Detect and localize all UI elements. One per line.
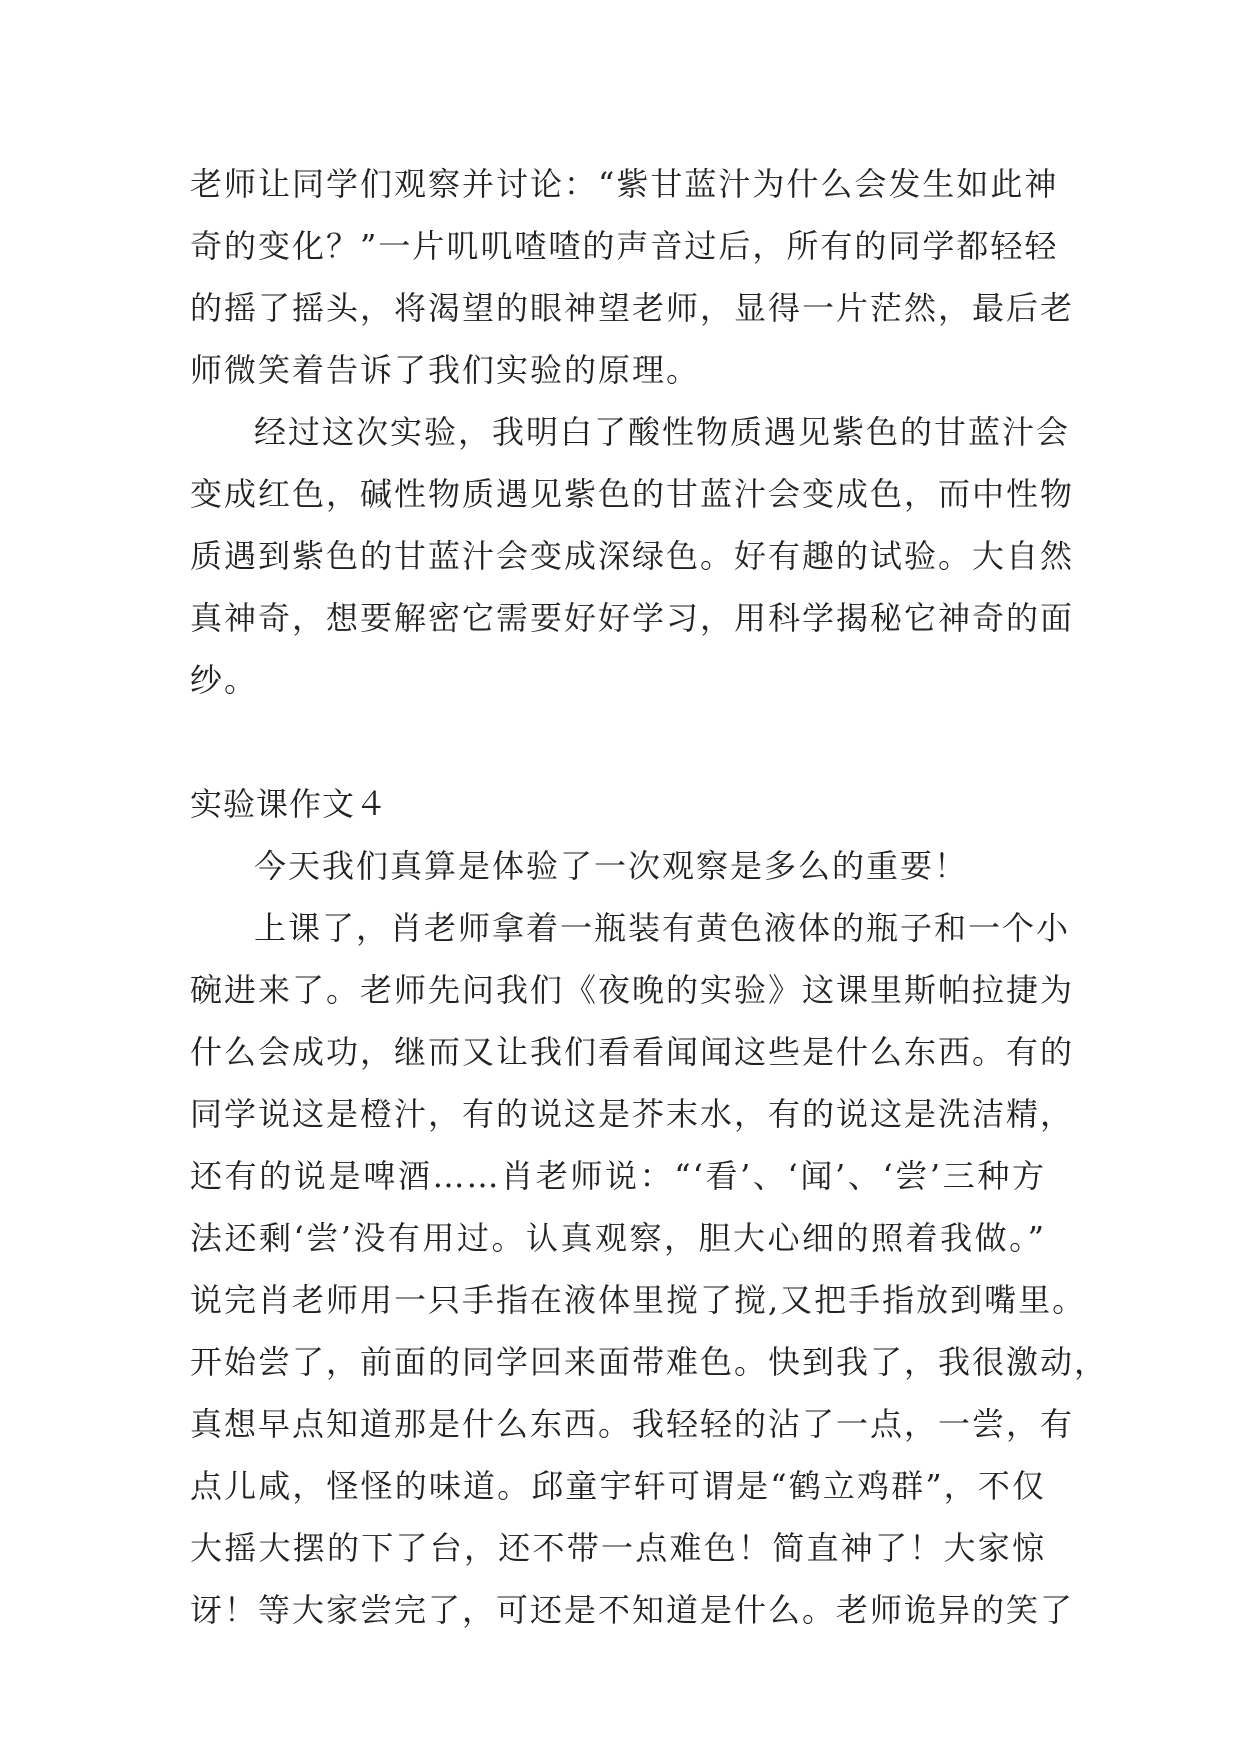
- text-line: 碗进来了。老师先问我们《夜晚的实验》这课里斯帕拉捷为: [190, 971, 1075, 1009]
- text-line: 大摇大摆的下了台，还不带一点难色！简直神了！大家惊: [190, 1529, 1046, 1567]
- text-line: 点儿咸，怪怪的味道。邱童宇轩可谓是“鹤立鸡群”，不仅: [190, 1467, 1046, 1505]
- text-line: 老师让同学们观察并讨论：“紫甘蓝汁为什么会发生如此神: [190, 165, 1059, 203]
- text-line: 今天我们真算是体验了一次观察是多么的重要！: [254, 847, 969, 885]
- text-line: 还有的说是啤酒……肖老师说：“‘看’、‘闻’、‘尝’三种方: [190, 1157, 1046, 1195]
- paragraph-2: [190, 401, 1075, 711]
- paragraph-gap: [190, 711, 1046, 773]
- paragraph-1: [190, 153, 1075, 401]
- text-line: 奇的变化？”一片叽叽喳喳的声音过后，所有的同学都轻轻: [190, 227, 1059, 265]
- text-line: 质遇到紫色的甘蓝汁会变成深绿色。好有趣的试验。大自然: [190, 537, 1075, 575]
- text-line: 变成红色，碱性物质遇见紫色的甘蓝汁会变成色，而中性物: [190, 475, 1075, 513]
- text-line: 同学说这是橙汁，有的说这是芥末水，有的说这是洗洁精，: [190, 1095, 1075, 1133]
- document-body: [190, 153, 1109, 1641]
- text-line: 说完肖老师用一只手指在液体里搅了搅,又把手指放到嘴里。: [190, 1281, 1087, 1319]
- text-line: 上课了，肖老师拿着一瓶装有黄色液体的瓶子和一个小: [254, 909, 1071, 947]
- text-line: 真神奇，想要解密它需要好好学习，用科学揭秘它神奇的面: [190, 599, 1075, 637]
- text-line: 开始尝了，前面的同学回来面带难色。快到我了，我很激动，: [190, 1343, 1109, 1381]
- text-line: 师微笑着告诉了我们实验的原理。: [190, 351, 701, 389]
- text-line: 什么会成功，继而又让我们看看闻闻这些是什么东西。有的: [190, 1033, 1075, 1071]
- paragraph-3: [190, 835, 1046, 897]
- text-line: 纱。: [190, 661, 259, 699]
- text-line: 讶！等大家尝完了，可还是不知道是什么。老师诡异的笑了: [190, 1591, 1075, 1629]
- text-line: 的摇了摇头，将渴望的眼神望老师，显得一片茫然，最后老: [190, 289, 1075, 327]
- paragraph-4: [190, 897, 1109, 1641]
- section-title: 实验课作文４: [190, 785, 389, 823]
- text-line: 经过这次实验，我明白了酸性物质遇见紫色的甘蓝汁会: [254, 413, 1071, 451]
- text-line: 法还剩‘尝’没有用过。认真观察，胆大心细的照着我做。”: [190, 1219, 1046, 1257]
- text-line: 真想早点知道那是什么东西。我轻轻的沾了一点，一尝，有: [190, 1405, 1075, 1443]
